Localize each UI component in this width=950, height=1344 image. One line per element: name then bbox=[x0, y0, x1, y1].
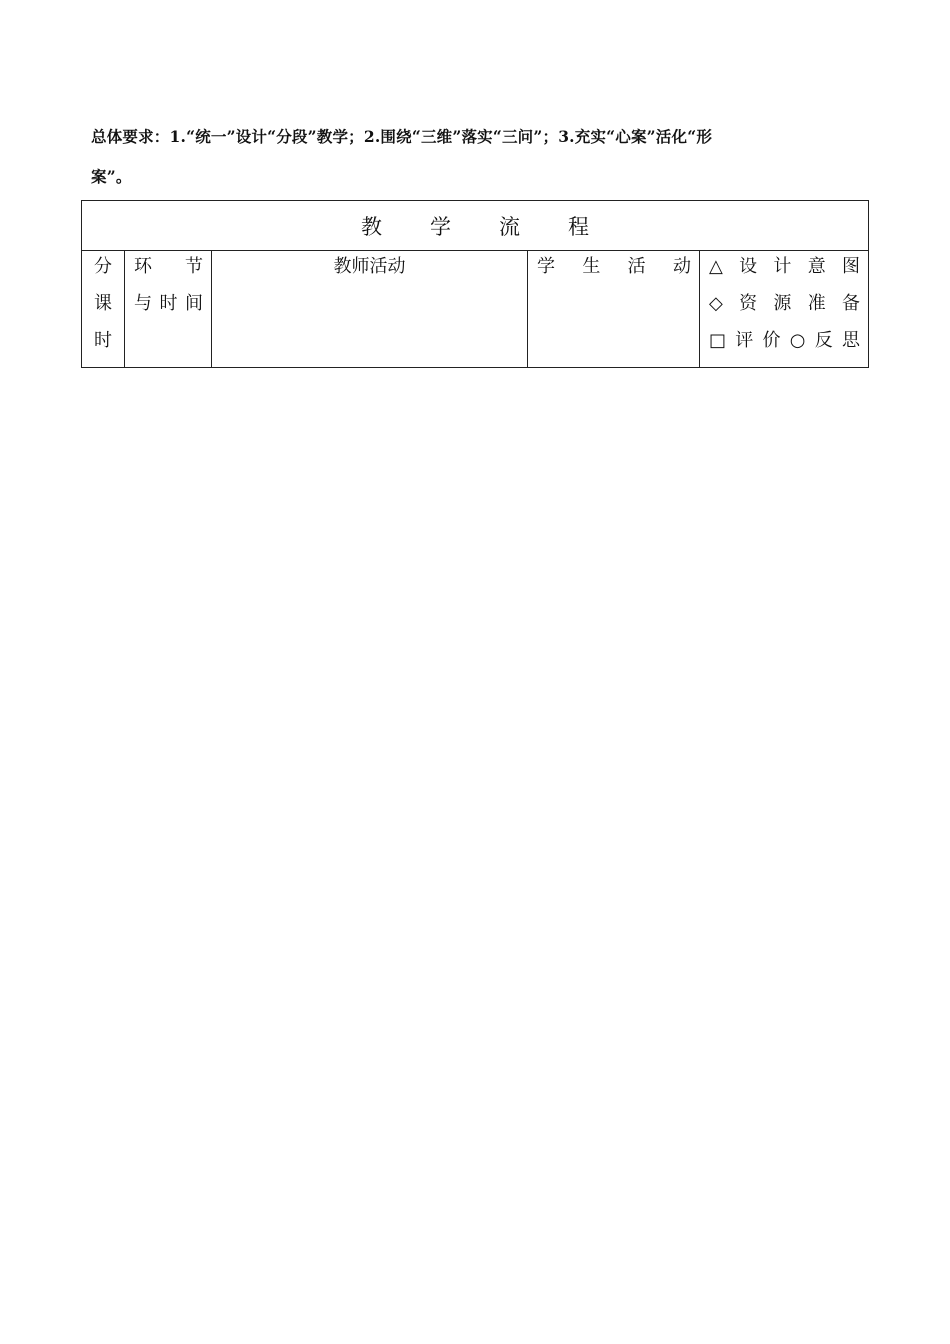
header-char: 时 bbox=[159, 293, 178, 314]
header-char: 价 bbox=[762, 330, 781, 351]
header-char: 环 bbox=[134, 256, 152, 277]
header-period-char: 时 bbox=[94, 330, 112, 351]
header-char: 计 bbox=[773, 256, 792, 277]
legend-design-intent bbox=[700, 253, 868, 290]
header-char: 源 bbox=[773, 293, 792, 314]
requirements-line-2: 案”。 bbox=[91, 167, 132, 186]
header-char: 节 bbox=[185, 256, 203, 277]
header-char: 思 bbox=[841, 330, 860, 351]
header-segment-line-1 bbox=[125, 253, 211, 290]
teaching-flow-table bbox=[81, 200, 869, 368]
legend-resource-prep bbox=[700, 290, 868, 327]
header-legend bbox=[700, 251, 869, 368]
requirements-paragraph bbox=[91, 117, 871, 197]
header-char: 设 bbox=[739, 256, 758, 277]
header-student-activity bbox=[528, 251, 700, 368]
header-char: 间 bbox=[185, 293, 203, 314]
triangle-icon: △ bbox=[709, 256, 723, 277]
header-segment-time bbox=[125, 251, 212, 368]
header-char: 活 bbox=[627, 256, 646, 277]
header-char: 生 bbox=[582, 256, 601, 277]
header-char: 反 bbox=[814, 330, 833, 351]
header-char: 意 bbox=[807, 256, 826, 277]
table-title: 教学流程 bbox=[82, 201, 869, 251]
header-period-char: 课 bbox=[94, 293, 112, 314]
header-segment-line-2 bbox=[125, 290, 211, 327]
header-period bbox=[82, 251, 125, 368]
header-char: 备 bbox=[841, 293, 860, 314]
header-char: 动 bbox=[672, 256, 691, 277]
circle-icon: ○ bbox=[789, 330, 806, 351]
requirements-line-1: 总体要求：1.“统一”设计“分段”教学；2.围绕“三维”落实“三问”；3.充实“心案”活化“形 bbox=[91, 127, 713, 146]
header-char: 资 bbox=[739, 293, 758, 314]
header-char: 准 bbox=[807, 293, 826, 314]
header-teacher-activity: 教师活动 bbox=[212, 251, 528, 368]
diamond-icon: ◇ bbox=[709, 293, 723, 314]
table-header-row bbox=[82, 251, 869, 368]
square-icon: □ bbox=[709, 330, 727, 351]
legend-evaluation-reflection bbox=[700, 327, 868, 364]
header-char: 评 bbox=[735, 330, 754, 351]
header-char: 学 bbox=[537, 256, 555, 277]
header-char: 图 bbox=[841, 256, 860, 277]
header-char: 与 bbox=[134, 293, 152, 314]
header-period-char: 分 bbox=[94, 256, 112, 277]
